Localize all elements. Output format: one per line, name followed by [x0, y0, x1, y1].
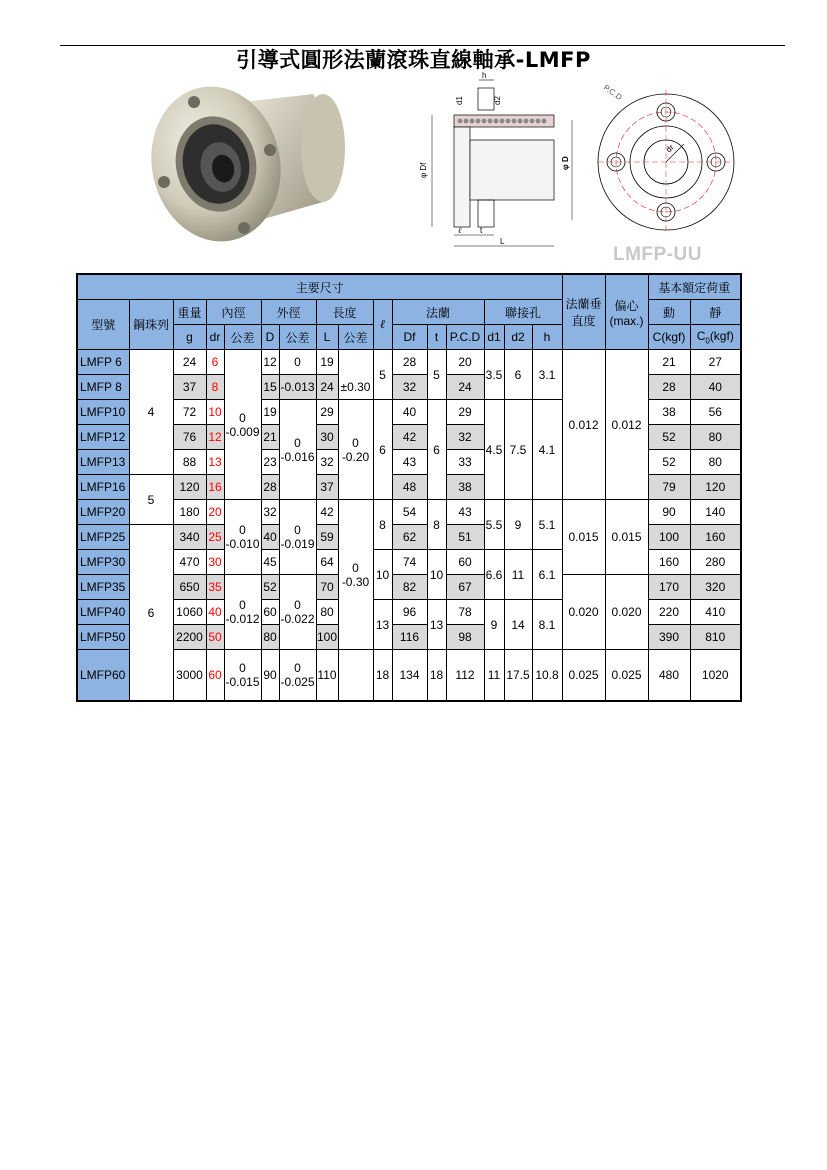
- hdr-flange: 法蘭: [392, 300, 484, 325]
- c0-cell: 320: [690, 575, 741, 600]
- unit-t: t: [427, 325, 446, 350]
- c-cell: 160: [648, 550, 690, 575]
- d1-cell: 9: [484, 600, 504, 650]
- weight-cell: 3000: [173, 650, 206, 702]
- model-cell: LMFP10: [77, 400, 129, 425]
- pcd-cell: 29: [446, 400, 484, 425]
- model-cell: LMFP13: [77, 450, 129, 475]
- c-cell: 480: [648, 650, 690, 702]
- model-cell: LMFP25: [77, 525, 129, 550]
- inner-tol-cell: 0 -0.015: [224, 650, 261, 702]
- t-cell: 10: [427, 550, 446, 600]
- D-cell: 52: [261, 575, 279, 600]
- weight-cell: 180: [173, 500, 206, 525]
- Df-cell: 48: [392, 475, 427, 500]
- len-tol-cell: ±0.30: [338, 350, 373, 400]
- unit-h: h: [532, 325, 562, 350]
- label-ell: ℓ: [458, 226, 462, 235]
- hdr-weight: 重量: [173, 300, 206, 325]
- pcd-cell: 98: [446, 625, 484, 650]
- ecc-cell: 0.012: [605, 350, 648, 500]
- inner-tol-cell: 0 -0.009: [224, 350, 261, 500]
- d1-cell: 4.5: [484, 400, 504, 500]
- dr-cell: 60: [206, 650, 224, 702]
- Df-cell: 54: [392, 500, 427, 525]
- ell-cell: 18: [373, 650, 392, 702]
- hdr-basic-load: 基本額定荷重: [648, 274, 741, 300]
- t-cell: 18: [427, 650, 446, 702]
- model-cell: LMFP16: [77, 475, 129, 500]
- pcd-cell: 24: [446, 375, 484, 400]
- c0-cell: 40: [690, 375, 741, 400]
- c-cell: 390: [648, 625, 690, 650]
- perp-cell: 0.012: [562, 350, 605, 500]
- pcd-cell: 38: [446, 475, 484, 500]
- unit-tol-in: 公差: [224, 325, 261, 350]
- unit-pcd: P.C.D: [446, 325, 484, 350]
- hdr-length: 長度: [316, 300, 373, 325]
- c0-cell: 80: [690, 425, 741, 450]
- unit-tol-len: 公差: [338, 325, 373, 350]
- c0-cell: 810: [690, 625, 741, 650]
- Df-cell: 42: [392, 425, 427, 450]
- c0-cell: 56: [690, 400, 741, 425]
- c-cell: 28: [648, 375, 690, 400]
- hdr-ball-rows: 鋼珠列: [129, 300, 173, 350]
- L-cell: 29: [316, 400, 338, 425]
- label-d: φ D: [561, 156, 570, 170]
- t-cell: 5: [427, 350, 446, 400]
- pcd-cell: 43: [446, 500, 484, 525]
- D-cell: 12: [261, 350, 279, 375]
- t-cell: 6: [427, 400, 446, 500]
- unit-D: D: [261, 325, 279, 350]
- D-cell: 80: [261, 625, 279, 650]
- pcd-cell: 33: [446, 450, 484, 475]
- L-cell: 100: [316, 625, 338, 650]
- c0-cell: 120: [690, 475, 741, 500]
- pcd-cell: 20: [446, 350, 484, 375]
- c-cell: 220: [648, 600, 690, 625]
- model-cell: LMFP60: [77, 650, 129, 702]
- d1-cell: 3.5: [484, 350, 504, 400]
- hdr-dynamic: 動: [648, 300, 690, 325]
- Df-cell: 28: [392, 350, 427, 375]
- dr-cell: 13: [206, 450, 224, 475]
- weight-cell: 37: [173, 375, 206, 400]
- outer-tol-cell: 0 -0.019: [279, 500, 316, 575]
- dr-cell: 25: [206, 525, 224, 550]
- hdr-static: 靜: [690, 300, 741, 325]
- model-cell: LMFP30: [77, 550, 129, 575]
- unit-L: L: [316, 325, 338, 350]
- L-cell: 30: [316, 425, 338, 450]
- c-cell: 52: [648, 450, 690, 475]
- c0-cell: 280: [690, 550, 741, 575]
- perp-cell: 0.025: [562, 650, 605, 702]
- label-L: L: [500, 237, 505, 246]
- hdr-holes: 聯接孔: [484, 300, 562, 325]
- label-pcd: P.C.D: [601, 83, 624, 103]
- pcd-cell: 32: [446, 425, 484, 450]
- len-tol-cell: 0 -0.30: [338, 500, 373, 650]
- weight-cell: 76: [173, 425, 206, 450]
- label-dr: dr: [664, 142, 676, 155]
- model-cell: LMFP35: [77, 575, 129, 600]
- hdr-inner: 內徑: [206, 300, 261, 325]
- hdr-outer: 外徑: [261, 300, 316, 325]
- model-cell: LMFP 6: [77, 350, 129, 375]
- model-label: LMFP-UU: [613, 244, 702, 265]
- d1-cell: 5.5: [484, 500, 504, 550]
- D-cell: 32: [261, 500, 279, 525]
- outer-tol-cell: 0: [279, 350, 316, 375]
- dr-cell: 40: [206, 600, 224, 625]
- ecc-cell: 0.020: [605, 575, 648, 650]
- weight-cell: 470: [173, 550, 206, 575]
- label-d2: d2: [493, 96, 502, 105]
- c0-cell: 140: [690, 500, 741, 525]
- dr-cell: 6: [206, 350, 224, 375]
- unit-d2: d2: [504, 325, 532, 350]
- label-df: φ Df: [419, 162, 428, 178]
- c0-cell: 160: [690, 525, 741, 550]
- D-cell: 28: [261, 475, 279, 500]
- weight-cell: 88: [173, 450, 206, 475]
- c-cell: 52: [648, 425, 690, 450]
- unit-dr: dr: [206, 325, 224, 350]
- hdr-ell: ℓ: [373, 300, 392, 350]
- L-cell: 42: [316, 500, 338, 525]
- Df-cell: 82: [392, 575, 427, 600]
- dr-cell: 30: [206, 550, 224, 575]
- balls-cell: 5: [129, 475, 173, 525]
- model-cell: LMFP12: [77, 425, 129, 450]
- Df-cell: 40: [392, 400, 427, 425]
- hdr-main-dims: 主要尺寸: [77, 274, 562, 300]
- weight-cell: 24: [173, 350, 206, 375]
- c0-cell: 410: [690, 600, 741, 625]
- pcd-cell: 112: [446, 650, 484, 702]
- D-cell: 19: [261, 400, 279, 425]
- inner-tol-cell: 0 -0.010: [224, 500, 261, 575]
- hdr-model: 型號: [77, 300, 129, 350]
- d2-cell: 17.5: [504, 650, 532, 702]
- pcd-cell: 60: [446, 550, 484, 575]
- ell-cell: 6: [373, 400, 392, 500]
- balls-cell: 4: [129, 350, 173, 475]
- c-cell: 21: [648, 350, 690, 375]
- dr-cell: 35: [206, 575, 224, 600]
- h-cell: 3.1: [532, 350, 562, 400]
- table-row: [77, 575, 741, 600]
- t-cell: 8: [427, 500, 446, 550]
- product-photo: [148, 72, 348, 252]
- ell-cell: 13: [373, 600, 392, 650]
- balls-cell: 6: [129, 525, 173, 702]
- dr-cell: 10: [206, 400, 224, 425]
- Df-cell: 74: [392, 550, 427, 575]
- h-cell: 8.1: [532, 600, 562, 650]
- pcd-cell: 78: [446, 600, 484, 625]
- inner-tol-cell: 0 -0.012: [224, 575, 261, 650]
- hdr-eccentric: 偏心 (max.): [605, 274, 648, 350]
- D-cell: 23: [261, 450, 279, 475]
- unit-c: C(kgf): [648, 325, 690, 350]
- L-cell: 64: [316, 550, 338, 575]
- table-row: [77, 350, 741, 375]
- page-title: 引導式圓形法蘭滾珠直線軸承-LMFP: [236, 48, 591, 72]
- model-cell: LMFP20: [77, 500, 129, 525]
- dr-cell: 8: [206, 375, 224, 400]
- D-cell: 15: [261, 375, 279, 400]
- ell-cell: 8: [373, 500, 392, 550]
- D-cell: 90: [261, 650, 279, 702]
- Df-cell: 96: [392, 600, 427, 625]
- front-view-drawing: [594, 82, 744, 242]
- d2-cell: 14: [504, 600, 532, 650]
- D-cell: 60: [261, 600, 279, 625]
- hdr-flange-perp: 法蘭垂 直度: [562, 274, 605, 350]
- unit-c0: $C_0(kgf)$: [690, 325, 741, 350]
- c0-cell: 1020: [690, 650, 741, 702]
- h-cell: 5.1: [532, 500, 562, 550]
- label-t: t: [480, 226, 483, 235]
- Df-cell: 43: [392, 450, 427, 475]
- dr-cell: 20: [206, 500, 224, 525]
- c-cell: 38: [648, 400, 690, 425]
- L-cell: 24: [316, 375, 338, 400]
- D-cell: 40: [261, 525, 279, 550]
- dr-cell: 12: [206, 425, 224, 450]
- Df-cell: 32: [392, 375, 427, 400]
- outer-tol-cell: 0 -0.016: [279, 400, 316, 500]
- d2-cell: 11: [504, 550, 532, 600]
- t-cell: 13: [427, 600, 446, 650]
- dr-cell: 50: [206, 625, 224, 650]
- h-cell: 4.1: [532, 400, 562, 500]
- pcd-cell: 67: [446, 575, 484, 600]
- c-cell: 90: [648, 500, 690, 525]
- pcd-cell: 51: [446, 525, 484, 550]
- table-row: [77, 500, 741, 525]
- L-cell: 80: [316, 600, 338, 625]
- label-h: h: [482, 71, 487, 80]
- L-cell: 37: [316, 475, 338, 500]
- len-tol-cell: [338, 650, 373, 702]
- unit-g: g: [173, 325, 206, 350]
- d1-cell: 6.6: [484, 550, 504, 600]
- c-cell: 79: [648, 475, 690, 500]
- L-cell: 70: [316, 575, 338, 600]
- model-cell: LMFP50: [77, 625, 129, 650]
- h-cell: 10.8: [532, 650, 562, 702]
- c-cell: 100: [648, 525, 690, 550]
- d1-cell: 11: [484, 650, 504, 702]
- label-d1: d1: [455, 96, 464, 105]
- table-row: [77, 650, 741, 702]
- L-cell: 32: [316, 450, 338, 475]
- Df-cell: 116: [392, 625, 427, 650]
- unit-Df: Df: [392, 325, 427, 350]
- d2-cell: 7.5: [504, 400, 532, 500]
- model-cell: LMFP 8: [77, 375, 129, 400]
- ell-cell: 5: [373, 350, 392, 400]
- spec-table: [76, 273, 742, 702]
- perp-cell: 0.015: [562, 500, 605, 575]
- Df-cell: 62: [392, 525, 427, 550]
- dr-cell: 16: [206, 475, 224, 500]
- Df-cell: 134: [392, 650, 427, 702]
- perp-cell: 0.020: [562, 575, 605, 650]
- L-cell: 19: [316, 350, 338, 375]
- c0-cell: 27: [690, 350, 741, 375]
- d2-cell: 6: [504, 350, 532, 400]
- ecc-cell: 0.015: [605, 500, 648, 575]
- d2-cell: 9: [504, 500, 532, 550]
- D-cell: 45: [261, 550, 279, 575]
- c-cell: 170: [648, 575, 690, 600]
- model-cell: LMFP40: [77, 600, 129, 625]
- unit-tol-out: 公差: [279, 325, 316, 350]
- unit-d1: d1: [484, 325, 504, 350]
- weight-cell: 120: [173, 475, 206, 500]
- weight-cell: 1060: [173, 600, 206, 625]
- D-cell: 21: [261, 425, 279, 450]
- h-cell: 6.1: [532, 550, 562, 600]
- c0-cell: 80: [690, 450, 741, 475]
- outer-tol-cell: 0 -0.022: [279, 575, 316, 650]
- outer-tol-cell: 0 -0.025: [279, 650, 316, 702]
- ecc-cell: 0.025: [605, 650, 648, 702]
- L-cell: 59: [316, 525, 338, 550]
- ell-cell: 10: [373, 550, 392, 600]
- outer-tol-cell: -0.013: [279, 375, 316, 400]
- side-view-drawing: [412, 70, 592, 250]
- L-cell: 110: [316, 650, 338, 702]
- weight-cell: 340: [173, 525, 206, 550]
- weight-cell: 650: [173, 575, 206, 600]
- len-tol-cell: 0 -0.20: [338, 400, 373, 500]
- weight-cell: 72: [173, 400, 206, 425]
- weight-cell: 2200: [173, 625, 206, 650]
